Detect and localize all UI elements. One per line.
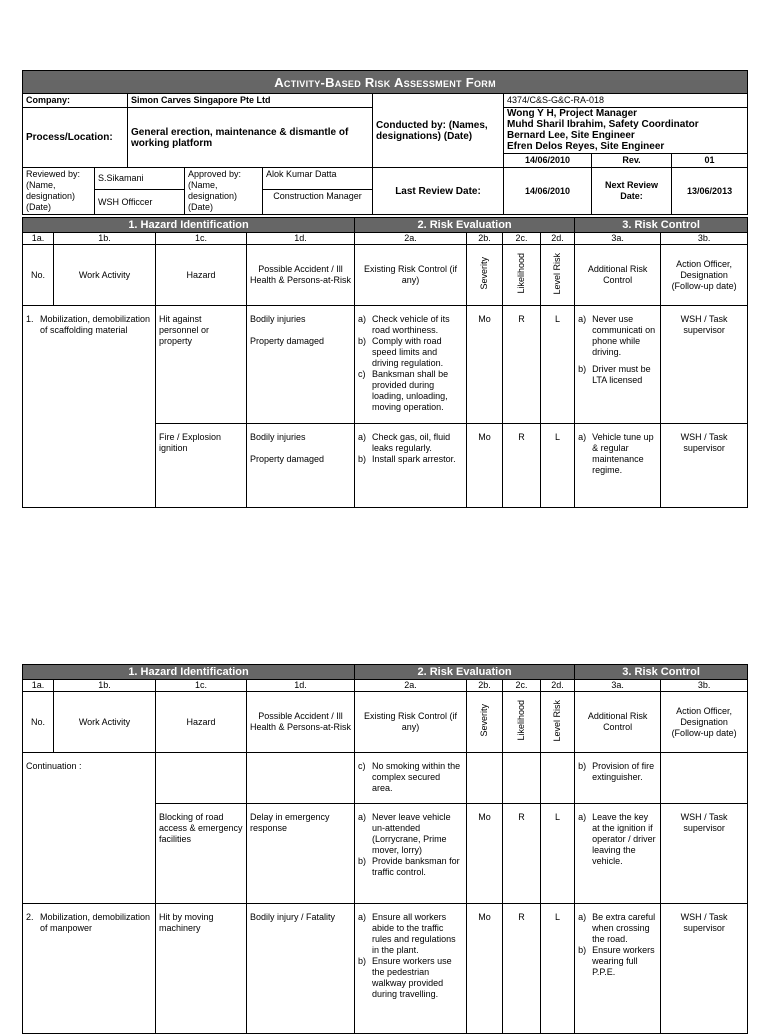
likelihood-value: R [503,306,541,424]
col-code: 3a. [575,680,661,692]
list-item: Comply with road speed limits and driving regulation. [372,336,444,368]
list-item: Ensure workers wearing full P.P.E. [592,945,655,977]
header-possible-accident: Possible Accident / Ill Health & Persons-at-Risk [247,692,355,753]
list-item: Vehicle tune up & regular maintenance regime. [592,432,654,475]
list-marker: a) [578,314,587,324]
action-officer-value: WSH / Task supervisor [661,804,748,904]
header-severity: Severity [479,257,490,290]
list-item: Never leave vehicle un-attended (Lorrycrane, Prime mover, lorry) [372,812,451,855]
rev-value: 01 [672,154,748,168]
list-marker: b) [358,956,367,966]
list-item: Banksman shall be provided during loading, unloading, moving operation. [372,369,449,412]
table-row [23,306,748,424]
header-possible-accident: Possible Accident / Ill Health & Persons-at-Risk [247,245,355,306]
list-marker: b) [358,454,367,464]
list-marker: c) [358,369,366,379]
hazard-cell: Fire / Explosion ignition [156,424,247,508]
header-no: No. [23,692,54,753]
col-code: 3a. [575,233,661,245]
col-code: 2d. [541,680,575,692]
accident-text: Bodily injuries [250,432,306,442]
process-value: General erection, maintenance & dismantle of working platform [128,108,373,168]
action-officer-value: WSH / Task supervisor [661,306,748,424]
level-risk-value: L [541,424,575,508]
likelihood-value: R [503,904,541,1034]
list-marker: a) [578,432,587,442]
conducted-name-1: Wong Y H, Project Manager [507,108,638,119]
col-code: 1a. [23,233,54,245]
form-header-table [22,70,748,215]
list-item: Provide banksman for traffic control. [372,856,460,877]
section-risk-control: 3. Risk Control [575,218,748,233]
conducted-names [504,108,748,154]
rev-label: Rev. [592,154,672,168]
activity-cell [23,904,156,1034]
list-marker: a) [358,912,367,922]
additional-control-cell [575,904,661,1034]
approved-name: Alok Kumar Datta [263,168,373,190]
header-severity: Severity [479,704,490,737]
list-item: Provision of fire extinguisher. [592,761,655,782]
conducted-name-4: Efren Delos Reyes, Site Engineer [507,141,665,152]
header-additional-control: Additional Risk Control [575,692,661,753]
header-action-officer: Action Officer, Designation (Follow-up date) [661,245,748,306]
header-additional-control: Additional Risk Control [575,245,661,306]
severity-value: Mo [467,804,503,904]
list-marker: a) [358,812,367,822]
existing-control-cell [355,904,467,1034]
header-work-activity: Work Activity [54,692,156,753]
hazard-cell [156,753,247,804]
risk-table-1 [22,217,748,508]
existing-control-cell [355,753,467,804]
list-item: Never use communicati on phone while driving. [592,314,656,357]
list-item: Leave the key at the ignition if operator / driver leaving the vehicle. [592,812,656,866]
process-label: Process/Location: [23,108,128,168]
accident-cell [247,753,355,804]
likelihood-value: R [503,804,541,904]
list-item: Check vehicle of its road worthiness. [372,314,450,335]
existing-control-cell [355,424,467,508]
accident-cell: Bodily injury / Fatality [247,904,355,1034]
work-activity: Mobilization, demobilization of scaffolding material [40,314,151,335]
row-number: 1. [26,314,34,324]
col-code: 2c. [503,233,541,245]
likelihood-value: R [503,424,541,508]
header-level-risk: Level Risk [552,699,563,742]
accident-cell: Delay in emergency response [247,804,355,904]
col-code: 1b. [54,680,156,692]
level-risk-value: L [541,306,575,424]
col-code: 1d. [247,680,355,692]
level-risk-value: L [541,804,575,904]
list-item: Driver must be LTA licensed [592,364,651,385]
header-likelihood: Likelihood [516,253,527,294]
list-marker: b) [578,761,587,771]
list-marker: b) [358,336,367,346]
col-code: 3b. [661,233,748,245]
col-code: 2d. [541,233,575,245]
header-existing-control: Existing Risk Control (if any) [355,245,467,306]
col-code: 1a. [23,680,54,692]
approved-label: Approved by: (Name, designation) (Date) [185,168,263,215]
list-item: Ensure workers use the pedestrian walkway provided during travelling. [372,956,452,999]
col-code: 1d. [247,233,355,245]
next-review-label: Next Review Date: [592,168,672,215]
list-marker: b) [578,945,587,955]
header-level-risk: Level Risk [552,252,563,295]
last-review-label: Last Review Date: [373,168,504,215]
accident-text: Property damaged [250,454,325,464]
header-no: No. [23,245,54,306]
section-hazard-identification: 1. Hazard Identification [23,218,355,233]
company-label: Company: [23,94,128,108]
reviewed-name: S.Sikamani [95,168,185,190]
col-code: 1c. [156,233,247,245]
col-code: 3b. [661,680,748,692]
header-hazard: Hazard [156,692,247,753]
col-code: 1c. [156,680,247,692]
activity-cell [23,306,156,508]
action-officer-value [661,753,748,804]
conducted-label: Conducted by: (Names, designations) (Date) [373,94,504,168]
list-marker: b) [358,856,367,866]
section-risk-evaluation: 2. Risk Evaluation [355,665,575,680]
conducted-name-3: Bernard Lee, Site Engineer [507,130,635,141]
header-work-activity: Work Activity [54,245,156,306]
hazard-cell: Blocking of road access & emergency facilities [156,804,247,904]
col-code: 2c. [503,680,541,692]
col-code: 2a. [355,680,467,692]
list-item: No smoking within the complex secured area. [372,761,461,793]
severity-value: Mo [467,424,503,508]
activity-cell: Continuation : [23,753,156,904]
severity-value [467,753,503,804]
action-officer-value: WSH / Task supervisor [661,424,748,508]
list-item: Be extra careful when crossing the road. [592,912,656,944]
reviewed-designation: WSH Officcer [95,190,185,215]
reference-number: 4374/C&S-G&C-RA-018 [504,94,748,108]
work-activity: Mobilization, demobilization of manpower [40,912,151,933]
severity-value: Mo [467,904,503,1034]
section-risk-evaluation: 2. Risk Evaluation [355,218,575,233]
level-risk-value: L [541,904,575,1034]
reviewed-label: Reviewed by: (Name, designation) (Date) [23,168,95,215]
additional-control-cell [575,753,661,804]
table-row [23,753,748,804]
list-item: Check gas, oil, fluid leaks regularly. [372,432,451,453]
list-item: Install spark arrestor. [372,454,456,464]
conducted-name-2: Muhd Sharil Ibrahim, Safety Coordinator [507,119,699,130]
col-code: 2b. [467,680,503,692]
list-marker: a) [358,314,367,324]
severity-value: Mo [467,306,503,424]
hazard-cell: Hit against personnel or property [156,306,247,424]
existing-control-cell [355,804,467,904]
section-hazard-identification: 1. Hazard Identification [23,665,355,680]
accident-text: Bodily injuries [250,314,306,324]
additional-control-cell [575,424,661,508]
next-review-value: 13/06/2013 [672,168,748,215]
form-title: Activity-Based Risk Assessment Form [23,71,748,94]
col-code: 2b. [467,233,503,245]
table-row [23,904,748,1034]
level-risk-value [541,753,575,804]
list-marker: c) [358,761,366,771]
additional-control-cell [575,804,661,904]
list-marker: b) [578,364,587,374]
list-marker: a) [358,432,367,442]
existing-control-cell [355,306,467,424]
header-action-officer: Action Officer, Designation (Follow-up date) [661,692,748,753]
list-marker: a) [578,812,587,822]
col-code: 2a. [355,233,467,245]
assessment-date: 14/06/2010 [504,154,592,168]
accident-cell [247,306,355,424]
additional-control-cell [575,306,661,424]
col-code: 1b. [54,233,156,245]
list-item: Ensure all workers abide to the traffic rules and regulations in the plant. [372,912,456,955]
company-value: Simon Carves Singapore Pte Ltd [128,94,373,108]
section-risk-control: 3. Risk Control [575,665,748,680]
header-likelihood: Likelihood [516,700,527,741]
hazard-cell: Hit by moving machinery [156,904,247,1034]
action-officer-value: WSH / Task supervisor [661,904,748,1034]
header-existing-control: Existing Risk Control (if any) [355,692,467,753]
risk-table-2 [22,664,748,1034]
list-marker: a) [578,912,587,922]
row-number: 2. [26,912,34,922]
accident-cell [247,424,355,508]
likelihood-value [503,753,541,804]
approved-designation: Construction Manager [263,190,373,215]
accident-text: Property damaged [250,336,325,346]
last-review-value: 14/06/2010 [504,168,592,215]
header-hazard: Hazard [156,245,247,306]
